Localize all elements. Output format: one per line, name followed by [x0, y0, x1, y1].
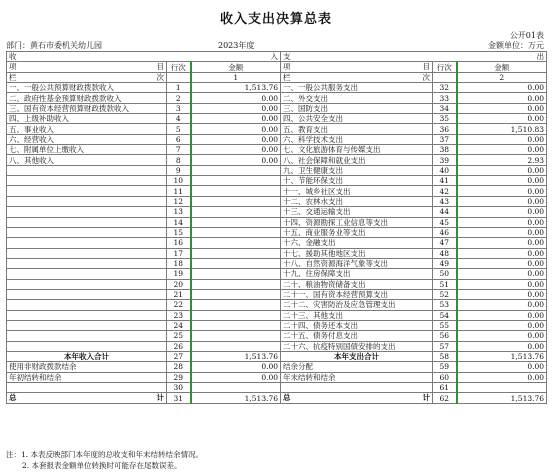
expense-amount: 0.00: [457, 186, 547, 196]
income-amount: [191, 165, 281, 175]
expense-amount: 0.00: [457, 207, 547, 217]
expense-item: 九、卫生健康支出: [281, 165, 433, 175]
table-row: [7, 372, 547, 382]
expense-row-number: 41: [433, 176, 457, 186]
income-item: 四、上级补助收入: [7, 114, 167, 124]
table-row: [7, 134, 547, 144]
table-row: [7, 362, 547, 372]
expense-total-amount: 1,513.76: [457, 393, 547, 403]
expense-row-number: 51: [433, 279, 457, 289]
table-row: [7, 279, 547, 289]
income-row-number: 22: [167, 300, 191, 310]
expense-header: 支 出: [281, 52, 547, 62]
income-item: [7, 238, 167, 248]
income-lan-header: 栏 次: [7, 72, 167, 82]
income-row-number: 14: [167, 217, 191, 227]
income-total-row-number: 31: [167, 393, 191, 403]
table-row: [7, 207, 547, 217]
income-amount-header: 金额: [191, 62, 281, 72]
table-row: [7, 341, 547, 351]
income-row-number: 29: [167, 372, 191, 382]
expense-amount: 0.00: [457, 93, 547, 103]
income-lan-blank: [167, 72, 191, 82]
table-row: [7, 124, 547, 134]
expense-item: 结余分配: [281, 362, 433, 372]
total-row: [7, 393, 547, 403]
expense-rowno-header: 行次: [433, 62, 457, 72]
income-expense-table: [6, 51, 547, 404]
income-row-number: 21: [167, 289, 191, 299]
expense-item: 一、一般公共服务支出: [281, 83, 433, 93]
income-row-number: 24: [167, 320, 191, 330]
income-amount: [191, 248, 281, 258]
income-row-number: 4: [167, 114, 191, 124]
income-row-number: 11: [167, 186, 191, 196]
income-item: 八、其他收入: [7, 155, 167, 165]
expense-row-number: 44: [433, 207, 457, 217]
income-amount: [191, 227, 281, 237]
expense-amount: 0.00: [457, 258, 547, 268]
expense-item: 四、公共安全支出: [281, 114, 433, 124]
income-row-number: 3: [167, 103, 191, 113]
expense-col-number: 2: [457, 72, 547, 82]
expense-row-number: 49: [433, 258, 457, 268]
expense-amount: 0.00: [457, 331, 547, 341]
expense-item: 二十三、其他支出: [281, 310, 433, 320]
income-item: [7, 320, 167, 330]
income-row-number: 7: [167, 145, 191, 155]
income-amount: [191, 186, 281, 196]
expense-item: 十八、自然资源海洋气象等支出: [281, 258, 433, 268]
income-item: 使用非财政拨款结余: [7, 362, 167, 372]
income-header: 收 入: [7, 52, 281, 62]
income-amount: [191, 300, 281, 310]
footnote-2: 2. 本套报表金额单位转换时可能存在尾数误差。: [22, 461, 182, 470]
income-row-number: 10: [167, 176, 191, 186]
expense-row-number: 55: [433, 320, 457, 330]
expense-amount: 0.00: [457, 320, 547, 330]
income-amount: [191, 269, 281, 279]
expense-row-number: 32: [433, 83, 457, 93]
income-row-number: 5: [167, 124, 191, 134]
expense-row-number: 59: [433, 362, 457, 372]
income-row-number: 19: [167, 269, 191, 279]
expense-item: 十、节能环保支出: [281, 176, 433, 186]
expense-item: 十三、交通运输支出: [281, 207, 433, 217]
table-row: [7, 83, 547, 93]
income-amount: [191, 310, 281, 320]
table-row: [7, 155, 547, 165]
expense-row-number: 57: [433, 341, 457, 351]
expense-amount: 0.00: [457, 217, 547, 227]
expense-amount: 0.00: [457, 134, 547, 144]
income-row-number: 2: [167, 93, 191, 103]
income-item: 六、经营收入: [7, 134, 167, 144]
expense-row-number: 43: [433, 196, 457, 206]
income-item: [7, 341, 167, 351]
expense-amount: 0.00: [457, 248, 547, 258]
footnote-1: 注：1. 本表反映部门本年度的总收支和年末结转结余情况。: [6, 450, 204, 459]
table-row: [7, 289, 547, 299]
income-amount: [191, 217, 281, 227]
expense-amount: 0.00: [457, 341, 547, 351]
income-row-number: 18: [167, 258, 191, 268]
income-item: [7, 176, 167, 186]
amount-unit: 金额单位：万元: [488, 41, 544, 50]
income-row-number: 12: [167, 196, 191, 206]
income-amount: [191, 320, 281, 330]
income-amount: 0.00: [191, 93, 281, 103]
table-row: [7, 186, 547, 196]
income-item-header: 项 目: [7, 62, 167, 72]
expense-total-row-number: 62: [433, 393, 457, 403]
table-row: [7, 238, 547, 248]
department-label: 部门：黄石市委机关幼儿园: [6, 41, 102, 50]
expense-amount: 2.93: [457, 155, 547, 165]
income-row-number: 16: [167, 238, 191, 248]
expense-amount: 0.00: [457, 372, 547, 382]
income-item: [7, 165, 167, 175]
income-item: [7, 186, 167, 196]
header-row-lan: [7, 72, 547, 82]
expense-lan-header: 栏 次: [281, 72, 433, 82]
expense-item: 十五、商业服务业等支出: [281, 227, 433, 237]
expense-row-number: 40: [433, 165, 457, 175]
table-row: [7, 176, 547, 186]
table-row: [7, 145, 547, 155]
expense-amount: 0.00: [457, 289, 547, 299]
table-row: [7, 165, 547, 175]
income-amount: [191, 238, 281, 248]
income-amount: [191, 196, 281, 206]
expense-row-number: 48: [433, 248, 457, 258]
income-amount: [191, 331, 281, 341]
expense-amount: 0.00: [457, 269, 547, 279]
table-row: [7, 217, 547, 227]
income-item: 五、事业收入: [7, 124, 167, 134]
expense-row-number: 60: [433, 372, 457, 382]
income-amount: 0.00: [191, 155, 281, 165]
expense-row-number: 56: [433, 331, 457, 341]
expense-item-header: 项 目: [281, 62, 433, 72]
expense-item: 二十六、抗疫特别国债安排的支出: [281, 341, 433, 351]
income-amount: [191, 341, 281, 351]
expense-item: 八、社会保障和就业支出: [281, 155, 433, 165]
expense-amount: 1,513.76: [457, 351, 547, 361]
income-item: [7, 310, 167, 320]
form-number: 公开01表: [509, 31, 544, 40]
report-title: 收入支出决算总表: [219, 12, 332, 27]
table-row: [7, 258, 547, 268]
income-row-number: 6: [167, 134, 191, 144]
income-col-number: 1: [191, 72, 281, 82]
table-row: [7, 196, 547, 206]
income-row-number: 20: [167, 279, 191, 289]
income-item: 三、国有资本经营预算财政拨款收入: [7, 103, 167, 113]
table-row: [7, 103, 547, 113]
expense-row-number: 54: [433, 310, 457, 320]
table-row: [7, 310, 547, 320]
income-item: [7, 217, 167, 227]
income-item: [7, 207, 167, 217]
income-row-number: 1: [167, 83, 191, 93]
expense-amount: 0.00: [457, 300, 547, 310]
expense-item: 十七、援助其他地区支出: [281, 248, 433, 258]
income-row-number: 25: [167, 331, 191, 341]
income-item: [7, 331, 167, 341]
income-amount: [191, 279, 281, 289]
expense-amount: 0.00: [457, 310, 547, 320]
expense-row-number: 47: [433, 238, 457, 248]
table-row: [7, 320, 547, 330]
income-amount: 0.00: [191, 145, 281, 155]
report-meta: [6, 40, 544, 50]
expense-item: 二、外交支出: [281, 93, 433, 103]
income-amount: 0.00: [191, 134, 281, 144]
expense-amount: 0.00: [457, 362, 547, 372]
expense-amount: 0.00: [457, 227, 547, 237]
expense-amount: 0.00: [457, 196, 547, 206]
income-item: [7, 279, 167, 289]
expense-row-number: 58: [433, 351, 457, 361]
expense-amount: 0.00: [457, 103, 547, 113]
income-amount: 0.00: [191, 372, 281, 382]
income-row-number: 27: [167, 351, 191, 361]
expense-item: 二十五、债务付息支出: [281, 331, 433, 341]
income-row-number: 15: [167, 227, 191, 237]
income-amount: 1,513.76: [191, 83, 281, 93]
income-amount: 1,513.76: [191, 351, 281, 361]
income-item: [7, 383, 167, 393]
income-amount: 0.00: [191, 103, 281, 113]
expense-row-number: 46: [433, 227, 457, 237]
expense-item: 二十四、债务还本支出: [281, 320, 433, 330]
income-row-number: 8: [167, 155, 191, 165]
expense-amount: 0.00: [457, 83, 547, 93]
expense-row-number: 50: [433, 269, 457, 279]
income-row-number: 28: [167, 362, 191, 372]
expense-row-number: 35: [433, 114, 457, 124]
expense-row-number: 52: [433, 289, 457, 299]
income-item: [7, 289, 167, 299]
income-row-number: 17: [167, 248, 191, 258]
fiscal-year: 2023年度: [218, 41, 255, 50]
income-amount: 0.00: [191, 114, 281, 124]
table-row: [7, 227, 547, 237]
expense-amount-header: 金额: [457, 62, 547, 72]
expense-row-number: 53: [433, 300, 457, 310]
income-item: 二、政府性基金预算财政拨款收入: [7, 93, 167, 103]
expense-item: 十四、资源勘探工业信息等支出: [281, 217, 433, 227]
expense-row-number: 33: [433, 93, 457, 103]
income-amount: [191, 383, 281, 393]
expense-amount: [457, 383, 547, 393]
table-row: [7, 93, 547, 103]
income-amount: 0.00: [191, 362, 281, 372]
income-row-number: 13: [167, 207, 191, 217]
income-row-number: 23: [167, 310, 191, 320]
expense-item: 十一、城乡社区支出: [281, 186, 433, 196]
income-item: [7, 300, 167, 310]
expense-item: 五、教育支出: [281, 124, 433, 134]
expense-amount: 0.00: [457, 238, 547, 248]
expense-item: [281, 383, 433, 393]
expense-item: 二十二、灾害防治及应急管理支出: [281, 300, 433, 310]
income-total-amount: 1,513.76: [191, 393, 281, 403]
expense-item: 二十、粮油物资储备支出: [281, 279, 433, 289]
expense-row-number: 61: [433, 383, 457, 393]
header-row-income-expense: [7, 52, 547, 62]
income-row-number: 30: [167, 383, 191, 393]
expense-amount: 0.00: [457, 176, 547, 186]
expense-amount: 1,510.83: [457, 124, 547, 134]
income-item: 年初结转和结余: [7, 372, 167, 382]
header-row-columns: [7, 62, 547, 72]
income-amount: [191, 207, 281, 217]
table-row: [7, 114, 547, 124]
table-row: [7, 248, 547, 258]
income-item: 一、一般公共预算财政拨款收入: [7, 83, 167, 93]
income-amount: [191, 289, 281, 299]
income-item: 本年收入合计: [7, 351, 167, 361]
expense-row-number: 42: [433, 186, 457, 196]
table-row: [7, 269, 547, 279]
income-item: [7, 269, 167, 279]
income-total-label: 总 计: [7, 393, 167, 403]
expense-row-number: 36: [433, 124, 457, 134]
income-item: [7, 196, 167, 206]
expense-amount: 0.00: [457, 279, 547, 289]
expense-row-number: 39: [433, 155, 457, 165]
income-item: [7, 227, 167, 237]
expense-item: 七、文化旅游体育与传媒支出: [281, 145, 433, 155]
expense-total-label: 总 计: [281, 393, 433, 403]
table-row: [7, 331, 547, 341]
expense-lan-blank: [433, 72, 457, 82]
income-rowno-header: 行次: [167, 62, 191, 72]
income-row-number: 26: [167, 341, 191, 351]
expense-row-number: 34: [433, 103, 457, 113]
expense-row-number: 38: [433, 145, 457, 155]
income-amount: 0.00: [191, 124, 281, 134]
income-item: [7, 258, 167, 268]
expense-item: 六、科学技术支出: [281, 134, 433, 144]
expense-item: 二十一、国有资本经营预算支出: [281, 289, 433, 299]
table-row: [7, 383, 547, 393]
expense-row-number: 45: [433, 217, 457, 227]
expense-item: 三、国防支出: [281, 103, 433, 113]
income-amount: [191, 258, 281, 268]
expense-amount: 0.00: [457, 145, 547, 155]
income-item: [7, 248, 167, 258]
expense-item: 十九、住房保障支出: [281, 269, 433, 279]
expense-row-number: 37: [433, 134, 457, 144]
income-row-number: 9: [167, 165, 191, 175]
income-item: 七、附属单位上缴收入: [7, 145, 167, 155]
subtotal-row: [7, 351, 547, 361]
expense-amount: 0.00: [457, 114, 547, 124]
expense-item: 十六、金融支出: [281, 238, 433, 248]
table-row: [7, 300, 547, 310]
expense-item: 本年支出合计: [281, 351, 433, 361]
expense-item: 十二、农林水支出: [281, 196, 433, 206]
expense-item: 年末结转和结余: [281, 372, 433, 382]
income-amount: [191, 176, 281, 186]
expense-amount: 0.00: [457, 165, 547, 175]
